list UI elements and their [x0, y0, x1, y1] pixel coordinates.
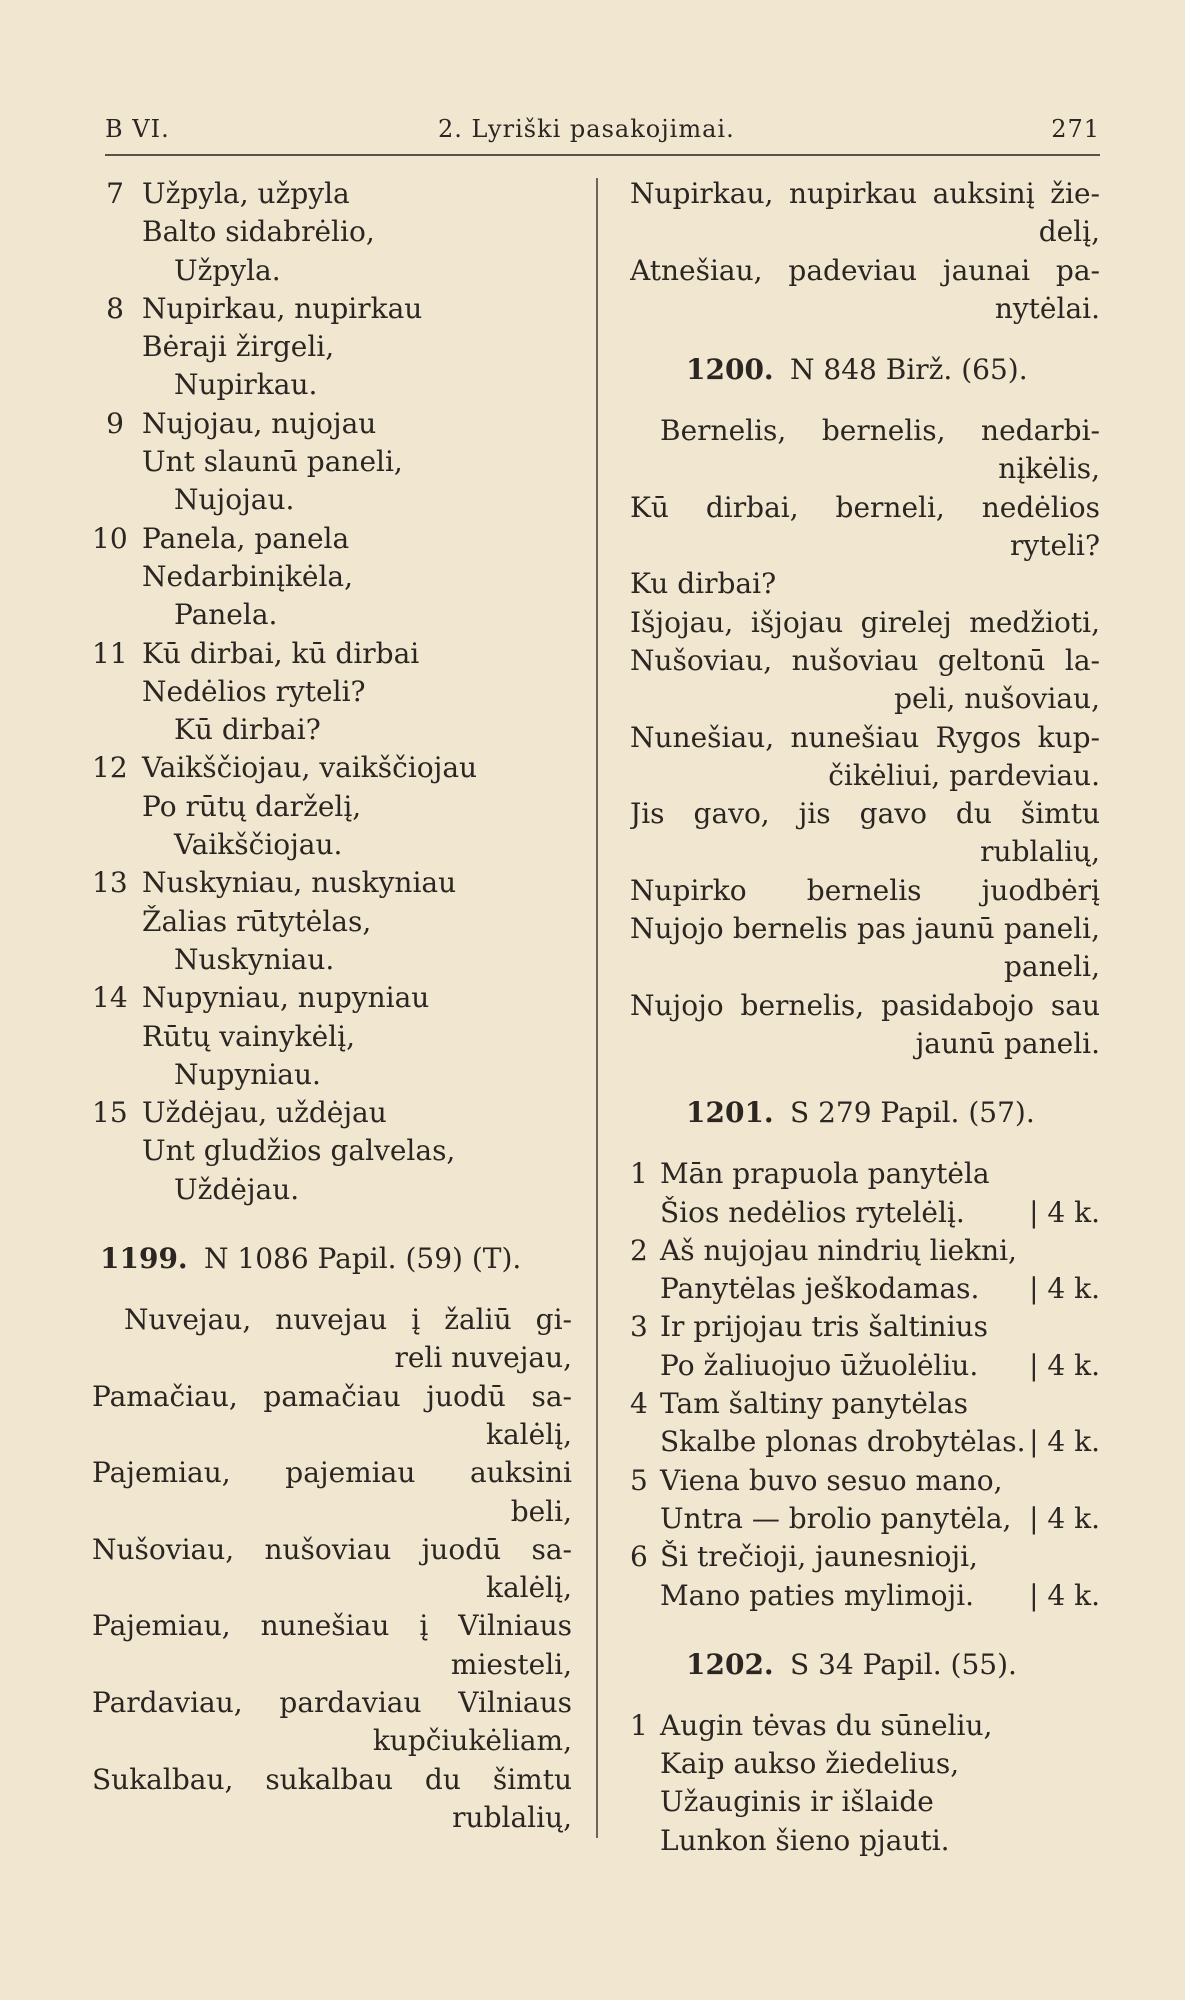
verse-text: Viena buvo sesuo mano,: [660, 1463, 1003, 1497]
verse-text: Nupirko bernelis juodbėrį: [630, 873, 1100, 907]
verse-line: [630, 1385, 1100, 1423]
refrain-text: Uždėjau.: [174, 1172, 300, 1206]
verse-line: [92, 1378, 572, 1416]
continuation-text: beli,: [510, 1494, 572, 1528]
verse-line: [630, 795, 1100, 833]
verse-line: [92, 175, 572, 213]
continuation-line: [92, 1722, 572, 1760]
song-1199-continuation: [630, 175, 1100, 328]
section-title: 2. Lyriški pasakojimai.: [438, 115, 735, 143]
stanza-number: 15: [92, 1096, 128, 1130]
verse-line: [630, 412, 1100, 450]
verse-text: Kū dirbai, berneli, nedėlios: [630, 490, 1100, 524]
verse-text: Kū dirbai, kū dirbai: [142, 636, 420, 670]
continuation-text: kalėlį,: [486, 1417, 572, 1451]
repeat-mark: | 4 k.: [1029, 1195, 1100, 1229]
continuation-text: nytėlai.: [994, 291, 1100, 325]
verse-text: Nedėlios ryteli?: [142, 674, 366, 708]
continuation-text: peli, nušoviau,: [894, 682, 1100, 716]
verse-text: Nujojo bernelis, pasidabojo sau: [630, 988, 1100, 1022]
verse-text: Atnešiau, padeviau jaunai pa-: [630, 253, 1100, 287]
continuation-text: čikėliui, pardeviau.: [828, 758, 1100, 792]
verse-line: [92, 1761, 572, 1799]
verse-line: [92, 1684, 572, 1722]
refrain-line: [92, 252, 572, 290]
running-header: [105, 115, 1100, 151]
verse-line: [630, 175, 1100, 213]
verse-line: [92, 405, 572, 443]
verse-line: [630, 987, 1100, 1025]
verse-text: Nupirkau, nupirkau auksinį žie-: [630, 177, 1100, 210]
song-reference: N 1086 Papil. (59) (T).: [204, 1242, 522, 1276]
verse-line: [630, 1577, 1100, 1615]
verse-line: [92, 443, 572, 481]
verse-text: Nunešiau, nunešiau Rygos kup-: [630, 720, 1100, 754]
refrain-line: [92, 481, 572, 519]
verse-line: [630, 1270, 1100, 1308]
verse-line: [630, 1308, 1100, 1346]
song-number: 1202.: [686, 1647, 774, 1681]
verse-text: Po rūtų darželį,: [142, 789, 362, 823]
continuation-line: [92, 1646, 572, 1684]
refrain-line: [92, 596, 572, 634]
verse-text: Rūtų vainykėlį,: [142, 1019, 355, 1053]
verse-text: Jis gavo, jis gavo du šimtu: [630, 797, 1100, 831]
column-divider: [596, 178, 598, 1838]
song-heading-1199: [92, 1239, 572, 1279]
repeat-mark: | 4 k.: [1029, 1425, 1100, 1459]
verse-line: [92, 1454, 572, 1492]
refrain-line: [92, 711, 572, 749]
stanza-number: 13: [92, 866, 128, 900]
header-rule: [105, 154, 1100, 156]
stanza-number: 9: [106, 406, 124, 440]
verse-text: Pajemiau, pajemiau auksini: [92, 1456, 572, 1490]
verse-line: [92, 903, 572, 941]
stanza-number: 7: [106, 177, 124, 210]
song-heading-1202: [630, 1645, 1100, 1685]
verse-line: [630, 1423, 1100, 1461]
song-number: 1200.: [686, 353, 774, 387]
stanza-number: 1: [630, 1157, 648, 1191]
verse-line: [92, 213, 572, 251]
verse-text: Ir prijojau tris šaltinius: [660, 1310, 988, 1344]
continuation-text: miesteli,: [450, 1647, 572, 1681]
refrain-text: Nupirkau.: [174, 368, 318, 402]
verse-line: [630, 1707, 1100, 1745]
verse-text: Tam šaltiny panytėlas: [660, 1387, 968, 1421]
verse-line: [630, 565, 1100, 603]
verse-line: [92, 749, 572, 787]
verse-text: Pamačiau, pamačiau juodū sa-: [92, 1379, 572, 1413]
repeat-mark: | 4 k.: [1029, 1501, 1100, 1535]
verse-line: [92, 1132, 572, 1170]
verse-text: Nuvejau, nuvejau į žaliū gi-: [124, 1303, 572, 1337]
stanza-number: 6: [630, 1540, 648, 1574]
continuation-text: kalėlį,: [486, 1571, 572, 1605]
verse-text: Panytėlas ješkodamas.: [660, 1272, 980, 1306]
song-1201-text: [630, 1155, 1100, 1615]
song-number: 1199.: [100, 1242, 188, 1276]
verse-text: Šios nedėlios rytelėlį.: [660, 1195, 965, 1229]
song-reference: S 279 Papil. (57).: [790, 1096, 1035, 1130]
refrain-text: Nujojau.: [174, 483, 295, 517]
verse-text: Panela, panela: [142, 521, 350, 555]
verse-text: Ku dirbai?: [630, 567, 777, 601]
continuation-line: [92, 1339, 572, 1377]
verse-line: [92, 1018, 572, 1056]
verse-text: Ši trečioji, jaunesnioji,: [660, 1540, 978, 1574]
song-1200-text: [630, 412, 1100, 1063]
continuation-line: [92, 1493, 572, 1531]
verse-line: [92, 673, 572, 711]
continuation-text: nįkėlis,: [998, 452, 1100, 486]
repeat-mark: | 4 k.: [1029, 1348, 1100, 1382]
continuation-line: [92, 1416, 572, 1454]
song-number: 1201.: [686, 1096, 774, 1130]
verse-text: Nujojo bernelis pas jaunū paneli,: [630, 912, 1100, 946]
verse-text: Untra — brolio panytėla,: [660, 1501, 1012, 1535]
verse-line: [92, 1094, 572, 1132]
verse-text: Sukalbau, sukalbau du šimtu: [92, 1762, 572, 1796]
verse-text: Užpyla, užpyla: [142, 177, 350, 210]
verse-line: [630, 1232, 1100, 1270]
verse-text: Aš nujojau nindrių liekni,: [660, 1233, 1017, 1267]
repeat-mark: | 4 k.: [1029, 1578, 1100, 1612]
stanza-number: 1: [630, 1708, 648, 1742]
refrain-line: [92, 1056, 572, 1094]
continuation-line: [92, 1799, 572, 1837]
verse-text: Augin tėvas du sūneliu,: [660, 1708, 993, 1742]
verse-text: Po žaliuojuo ūžuolėliu.: [660, 1348, 979, 1382]
song-1199-text: [92, 1301, 572, 1837]
right-column: [630, 175, 1100, 1860]
stanza-number: 11: [92, 636, 128, 670]
refrain-line: [92, 826, 572, 864]
continuation-text: delį,: [1038, 215, 1100, 249]
verse-line: [92, 635, 572, 673]
continuation-line: [630, 833, 1100, 871]
verse-line: [630, 1500, 1100, 1538]
refrain-text: Vaikščiojau.: [174, 828, 343, 862]
verse-line: [92, 1531, 572, 1569]
left-stanzas: [92, 175, 572, 1209]
continuation-line: [630, 213, 1100, 251]
song-heading-1201: [630, 1093, 1100, 1133]
stanza-number: 3: [630, 1310, 648, 1344]
refrain-text: Nuskyniau.: [174, 942, 335, 976]
continuation-line: [630, 450, 1100, 488]
verse-line: [630, 1462, 1100, 1500]
verse-text: Pajemiau, nunešiau į Vilniaus: [92, 1609, 572, 1643]
song-1202-text: [630, 1707, 1100, 1860]
verse-text: Nušoviau, nušoviau juodū sa-: [92, 1532, 572, 1566]
verse-line: [630, 1822, 1100, 1860]
verse-line: [92, 864, 572, 902]
verse-text: Bėraji žirgeli,: [142, 330, 335, 364]
verse-text: Išjojau, išjojau girelej medžioti,: [630, 605, 1100, 639]
verse-text: Nuskyniau, nuskyniau: [142, 866, 457, 900]
chapter-label: B VI.: [105, 115, 170, 143]
refrain-text: Nupyniau.: [174, 1057, 321, 1091]
verse-line: [630, 1155, 1100, 1193]
verse-line: [630, 1745, 1100, 1783]
continuation-line: [92, 1569, 572, 1607]
verse-line: [92, 1607, 572, 1645]
verse-text: Nupirkau, nupirkau: [142, 291, 423, 325]
verse-line: [630, 1538, 1100, 1576]
verse-line: [92, 979, 572, 1017]
page-number: 271: [1051, 115, 1100, 143]
stanza-number: 5: [630, 1463, 648, 1497]
verse-line: [92, 328, 572, 366]
song-reference: N 848 Birž. (65).: [790, 353, 1028, 387]
continuation-text: jaunū paneli.: [915, 1026, 1100, 1060]
verse-text: Mano paties mylimoji.: [660, 1578, 975, 1612]
refrain-text: Kū dirbai?: [174, 713, 321, 747]
verse-line: [630, 252, 1100, 290]
verse-text: Užauginis ir išlaide: [660, 1785, 934, 1819]
verse-line: [92, 558, 572, 596]
verse-text: Žalias rūtytėlas,: [142, 904, 372, 938]
verse-text: Nedarbinįkėla,: [142, 559, 354, 593]
verse-text: Nupyniau, nupyniau: [142, 981, 430, 1015]
verse-line: [92, 788, 572, 826]
refrain-line: [92, 366, 572, 404]
continuation-text: reli nuvejau,: [394, 1341, 572, 1375]
verse-line: [630, 1783, 1100, 1821]
continuation-text: paneli,: [1003, 950, 1100, 984]
stanza-number: 8: [106, 291, 124, 325]
left-column: [92, 175, 572, 1837]
verse-text: Lunkon šieno pjauti.: [660, 1823, 950, 1857]
verse-text: Uždėjau, uždėjau: [142, 1096, 387, 1130]
verse-line: [630, 489, 1100, 527]
continuation-line: [630, 527, 1100, 565]
continuation-line: [630, 948, 1100, 986]
verse-line: [630, 719, 1100, 757]
verse-text: Mān prapuola panytėla: [660, 1157, 990, 1191]
stanza-number: 12: [92, 751, 128, 785]
verse-text: Unt slaunū paneli,: [142, 445, 403, 479]
verse-text: Unt gludžios galvelas,: [142, 1134, 456, 1168]
verse-line: [630, 604, 1100, 642]
verse-line: [630, 1347, 1100, 1385]
verse-text: Nujojau, nujojau: [142, 406, 377, 440]
verse-text: Kaip aukso žiedelius,: [660, 1747, 960, 1781]
verse-line: [92, 290, 572, 328]
stanza-number: 10: [92, 521, 128, 555]
refrain-text: Užpyla.: [174, 253, 281, 287]
verse-text: Skalbe plonas drobytėlas.: [660, 1425, 1026, 1459]
continuation-line: [630, 757, 1100, 795]
verse-text: Vaikščiojau, vaikščiojau: [142, 751, 478, 785]
verse-line: [92, 1301, 572, 1339]
song-heading-1200: [630, 350, 1100, 390]
verse-text: Nušoviau, nušoviau geltonū la-: [630, 643, 1100, 677]
verse-text: Bernelis, bernelis, nedarbi-: [660, 414, 1100, 448]
refrain-line: [92, 1171, 572, 1209]
stanza-number: 14: [92, 981, 128, 1015]
verse-line: [630, 1194, 1100, 1232]
verse-text: Balto sidabrėlio,: [142, 215, 375, 249]
continuation-line: [630, 1025, 1100, 1063]
continuation-line: [630, 290, 1100, 328]
repeat-mark: | 4 k.: [1029, 1272, 1100, 1306]
continuation-line: [630, 680, 1100, 718]
song-reference: S 34 Papil. (55).: [790, 1647, 1017, 1681]
stanza-number: 2: [630, 1233, 648, 1267]
stanza-number: 4: [630, 1387, 648, 1421]
continuation-text: kupčiukėliam,: [372, 1724, 572, 1758]
continuation-text: rublalių,: [980, 835, 1100, 869]
continuation-text: ryteli?: [1010, 529, 1100, 563]
verse-text: Pardaviau, pardaviau Vilniaus: [92, 1685, 572, 1719]
continuation-text: rublalių,: [452, 1800, 572, 1834]
verse-line: [92, 520, 572, 558]
refrain-line: [92, 941, 572, 979]
verse-line: [630, 872, 1100, 910]
refrain-text: Panela.: [174, 598, 278, 632]
verse-line: [630, 642, 1100, 680]
verse-line: [630, 910, 1100, 948]
